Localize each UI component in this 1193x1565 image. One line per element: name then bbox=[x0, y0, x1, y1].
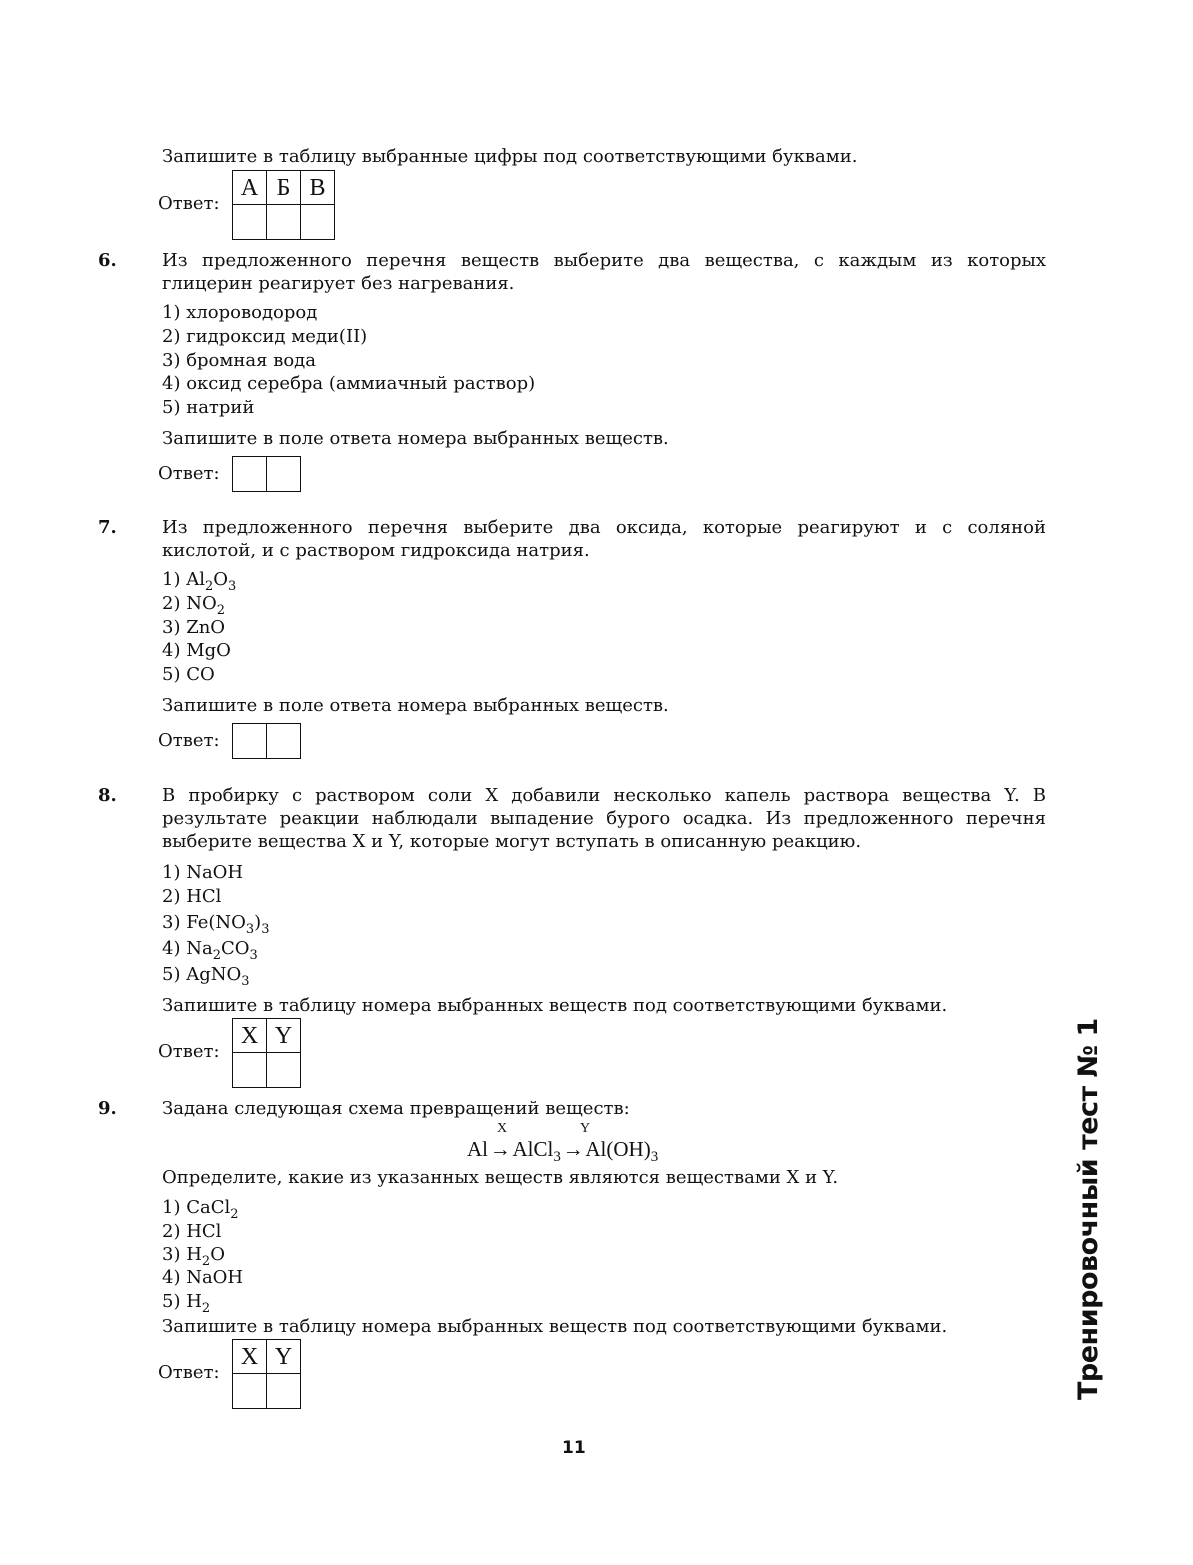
q5-answer-cell-a[interactable] bbox=[233, 205, 267, 240]
q9-answer-cell-y[interactable] bbox=[267, 1374, 301, 1409]
q5-instruction: Запишите в таблицу выбранные цифры под соответствующими буквами. bbox=[162, 146, 858, 167]
q5-answer-cell-b[interactable] bbox=[267, 205, 301, 240]
q8-option-3: 3) $Fe(NO_3)_3$ bbox=[162, 912, 270, 937]
q9-text: Задана следующая схема превращений веществ: bbox=[162, 1098, 630, 1119]
q8-answer-cell-y[interactable] bbox=[267, 1053, 301, 1088]
q5-header-b: Б bbox=[267, 171, 301, 205]
q7-option-2: 2) $NO_2$ bbox=[162, 593, 225, 618]
q9-question: Определите, какие из указанных веществ являются веществами X и Y. bbox=[162, 1167, 839, 1188]
q5-answer-table bbox=[232, 170, 335, 240]
q8-option-2: 2) HCl bbox=[162, 886, 222, 907]
q7-answer-table bbox=[232, 723, 301, 759]
q7-instruction: Запишите в поле ответа номера выбранных веществ. bbox=[162, 695, 669, 716]
q8-number: 8. bbox=[98, 785, 117, 806]
q8-answer-cell-x[interactable] bbox=[233, 1053, 267, 1088]
q9-header-y: Y bbox=[267, 1340, 301, 1374]
q5-header-v: В bbox=[301, 171, 335, 205]
q5-header-a: А bbox=[233, 171, 267, 205]
q6-option-1: 1) хлороводород bbox=[162, 302, 318, 323]
q9-option-5: 5) $H_2$ bbox=[162, 1291, 211, 1316]
q8-answer-label: Ответ: bbox=[158, 1041, 220, 1062]
q7-number: 7. bbox=[98, 517, 117, 538]
q6-option-5: 5) натрий bbox=[162, 397, 255, 418]
q7-text: Из предложенного перечня выберите два оксида, которые реагируют и с соляной кислотой, и с раствором гидроксида натрия. bbox=[162, 517, 1046, 561]
q9-option-3: 3) $H_2O$ bbox=[162, 1244, 225, 1269]
q7-answer-cell-1[interactable] bbox=[233, 724, 267, 759]
q7-option-5: 5) CO bbox=[162, 664, 215, 685]
q7-answer-cell-2[interactable] bbox=[267, 724, 301, 759]
q9-option-2: 2) HCl bbox=[162, 1221, 222, 1242]
q8-header-x: X bbox=[233, 1019, 267, 1053]
q8-option-1: 1) NaOH bbox=[162, 862, 244, 883]
q6-answer-table bbox=[232, 456, 301, 492]
q6-option-2: 2) гидроксид меди(II) bbox=[162, 326, 368, 347]
q8-text: В пробирку с раствором соли X добавили несколько капель раствора вещества Y. В результате реакции наблюдали выпадение бурого осадка. Из предложенного перечня выберите вещества X и Y, которые могут вступать в описанную реакцию. bbox=[162, 785, 1046, 852]
q6-answer-cell-1[interactable] bbox=[233, 457, 267, 492]
q5-answer-cell-v[interactable] bbox=[301, 205, 335, 240]
q8-option-4: 4) $Na_2CO_3$ bbox=[162, 938, 258, 963]
q8-instruction: Запишите в таблицу номера выбранных веществ под соответствующими буквами. bbox=[162, 995, 948, 1016]
q7-option-3: 3) ZnO bbox=[162, 617, 226, 638]
q5-answer-label: Ответ: bbox=[158, 193, 220, 214]
q6-option-4: 4) оксид серебра (аммиачный раствор) bbox=[162, 373, 536, 394]
q8-option-5: 5) AgNO$_3$ bbox=[162, 964, 250, 989]
q9-number: 9. bbox=[98, 1098, 117, 1119]
q9-answer-cell-x[interactable] bbox=[233, 1374, 267, 1409]
q9-answer-label: Ответ: bbox=[158, 1362, 220, 1383]
q9-instruction: Запишите в таблицу номера выбранных веществ под соответствующими буквами. bbox=[162, 1316, 948, 1337]
q6-text: Из предложенного перечня веществ выберите два вещества, с каждым из которых глицерин реагирует без нагревания. bbox=[162, 250, 1046, 294]
q9-option-1: 1) CaCl$_2$ bbox=[162, 1197, 239, 1222]
q6-option-3: 3) бромная вода bbox=[162, 350, 316, 371]
q9-answer-table bbox=[232, 1339, 301, 1409]
q6-answer-label: Ответ: bbox=[158, 463, 220, 484]
q9-option-4: 4) NaOH bbox=[162, 1267, 244, 1288]
q6-instruction: Запишите в поле ответа номера выбранных веществ. bbox=[162, 428, 669, 449]
page-number: 11 bbox=[562, 1438, 586, 1458]
q7-option-1: 1) $Al_2O_3$ bbox=[162, 569, 237, 594]
q6-number: 6. bbox=[98, 250, 117, 271]
q7-answer-label: Ответ: bbox=[158, 730, 220, 751]
q8-header-y: Y bbox=[267, 1019, 301, 1053]
q6-answer-cell-2[interactable] bbox=[267, 457, 301, 492]
q7-option-4: 4) MgO bbox=[162, 640, 231, 661]
q8-answer-table bbox=[232, 1018, 301, 1088]
q9-header-x: X bbox=[233, 1340, 267, 1374]
side-title: Тренировочный тест № 1 bbox=[1073, 1018, 1104, 1400]
